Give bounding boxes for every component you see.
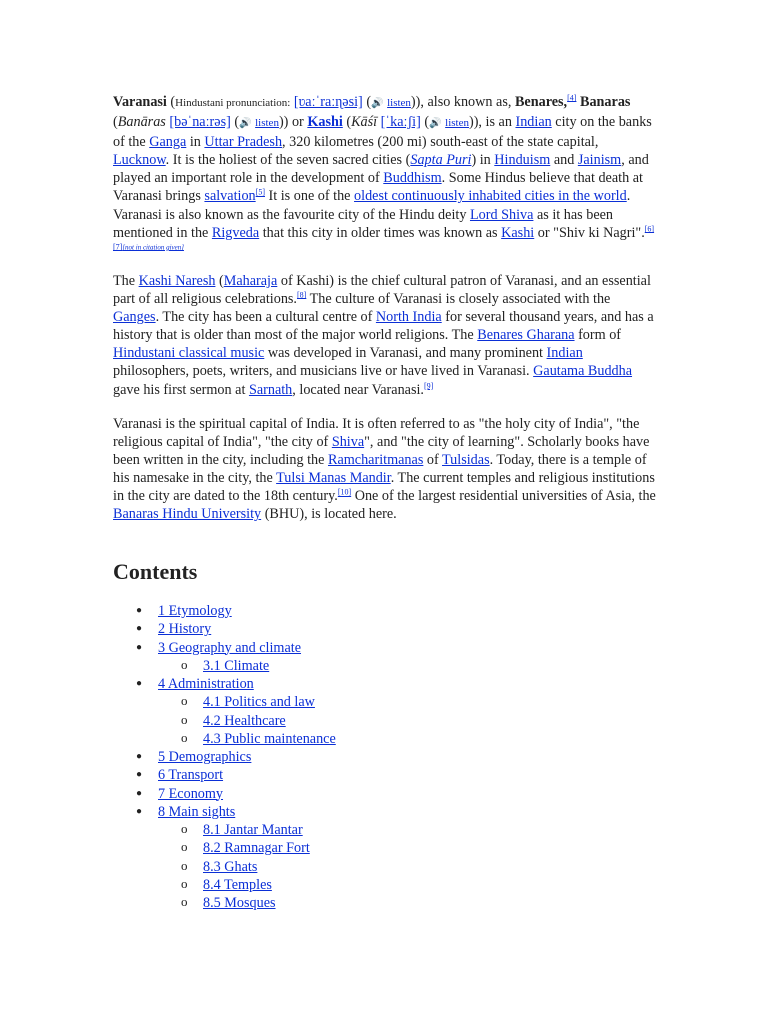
kashi-link[interactable]: Kashi [307,114,343,131]
hinduism-link[interactable]: Hinduism [494,152,551,169]
salvation-link[interactable]: salvation [204,188,256,205]
toc-link[interactable]: 4.2 Healthcare [203,712,286,729]
toc-link[interactable]: 4 Administration [158,676,254,692]
ipa-link-3[interactable]: [ˈkaːʃi] [380,114,421,131]
toc-item [113,620,513,638]
bhu-link[interactable]: Banaras Hindu University [113,506,262,523]
toc-item [113,858,513,876]
gautama-buddha-link[interactable]: Gautama Buddha [533,363,633,380]
toc-link[interactable]: 1 Etymology [158,603,232,619]
bullet-disc-icon: ● [136,605,143,616]
ipa-link-2[interactable]: [bəˈnaːrəs] [169,114,231,131]
citation-needed-link[interactable]: [not in citation given] [122,243,184,252]
kashi-link-2[interactable]: Kashi [501,224,535,241]
indian-link-2[interactable]: Indian [546,345,583,362]
toc-item [113,748,513,766]
benares-gharana-link[interactable]: Benares Gharana [477,327,575,344]
ganges-link[interactable]: Ganges [113,309,156,326]
ref-link-4[interactable]: [4] [567,93,577,103]
bullet-circle-icon: o [181,711,188,727]
ref-link-9[interactable]: [9] [423,380,434,390]
buddhism-link[interactable]: Buddhism [383,170,442,187]
lucknow-link[interactable]: Lucknow [113,152,166,169]
ref-link-6-7[interactable]: [6][7] [113,223,655,252]
rigveda-link[interactable]: Rigveda [211,224,260,241]
jainism-link[interactable]: Jainism [577,152,622,169]
bullet-disc-icon: ● [136,678,143,689]
toc-item [113,839,513,857]
north-india-link[interactable]: North India [375,309,442,326]
tulsidas-link[interactable]: Tulsidas [442,452,490,469]
speaker-icon[interactable]: 🔊 [429,118,442,130]
bullet-disc-icon: ● [136,769,143,781]
toc-link[interactable]: 8.3 Ghats [203,858,258,875]
sapta-puri-link[interactable]: Sapta Puri [410,152,472,169]
hindustani-music-link[interactable]: Hindustani classical music [113,345,265,362]
toc-item [113,675,513,693]
bullet-circle-icon: o [181,693,188,709]
oldest-cities-link[interactable]: oldest continuously inhabited cities in the world [354,188,627,205]
toc-item [113,876,513,894]
toc-item [113,803,513,821]
toc-link[interactable]: 8.1 Jantar Mantar [203,822,303,838]
speaker-icon[interactable]: 🔊 [239,118,252,130]
intro-paragraph: Varanasi (Hindustani pronunciation: [ʋaːˈraːɳəsi] (🔊 listen)), also known as, Benares,[4] Banaras (Banāras [bəˈnaːrəs] (🔊 listen)) or Kashi (Kāśī [ˈkaːʃi] (🔊 listen)), is an Indian city on the banks of the Ganga in Uttar Pradesh, 320 kilometres (200 mi) south-east of the state capital, Lucknow. It is the holiest of the seven sacred cities (Sapta Puri) in Hinduism and Jainism, and played an important role in the development of Buddhism. Some Hindus believe that death at Varanasi brings salvation[5] It is one of the oldest continuously inhabited cities in the world. Varanasi is also known as the favourite city of the Hindu deity Lord Shiva as it has been mentioned in the Rigveda that this city in older times was known as Kashi or "Shiv ki Nagri".[6][7][not in citation given] [113,93,655,252]
bullet-disc-icon: ● [136,787,143,799]
toc-link[interactable]: 8.5 Mosques [203,895,276,911]
ref-link-5[interactable]: [5] [255,187,265,197]
toc-item [113,639,513,657]
toc-item [113,821,513,839]
culture-paragraph: The Kashi Naresh (Maharaja of Kashi) is the chief cultural patron of Varanasi, and an essential part of all religious celebrations.[8] The culture of Varanasi is closely associated with the Ganges. The city has been a cultural centre of North India for several thousand years, and has a history that is older than most of the major world religions. The Benares Gharana form of Hindustani classical music was developed in Varanasi, and many prominent Indian philosophers, poets, writers, and musicians live or have lived in Varanasi. Gautama Buddha gave his first sermon at Sarnath, located near Varanasi.[9] [113,273,654,398]
bullet-disc-icon: ● [136,805,143,817]
indian-link[interactable]: Indian [515,114,552,131]
bullet-circle-icon: o [181,894,188,909]
table-of-contents [113,602,513,912]
bullet-disc-icon: ● [136,641,143,653]
toc-link[interactable]: 8.2 Ramnagar Fort [203,840,310,857]
bullet-disc-icon: ● [136,623,143,635]
listen-link-2[interactable]: listen [255,117,279,130]
toc-link[interactable]: 3 Geography and climate [158,639,302,656]
toc-item [113,602,513,620]
toc-item [113,730,513,748]
toc-link[interactable]: 3.1 Climate [203,657,270,674]
shiva-link[interactable]: Shiva [331,434,365,451]
ganga-link[interactable]: Ganga [149,134,187,151]
ipa-link-1[interactable]: [ʋaːˈraːɳəsi] [293,94,363,110]
lord-shiva-link[interactable]: Lord Shiva [469,206,534,223]
toc-item [113,693,513,711]
toc-link[interactable]: 4.3 Public maintenance [203,730,336,747]
uttar-pradesh-link[interactable]: Uttar Pradesh [204,134,283,151]
toc-link[interactable]: 7 Economy [158,785,224,802]
toc-link[interactable]: 5 Demographics [158,749,252,765]
toc-item [113,657,513,675]
ref-link-10[interactable]: [10] [337,487,352,497]
listen-link-1[interactable]: listen [387,97,411,109]
bullet-disc-icon: ● [136,751,143,762]
bullet-circle-icon: o [181,839,188,855]
bullet-circle-icon: o [181,875,188,891]
bullet-circle-icon: o [181,729,188,745]
pron-label: Hindustani pronunciation: [175,97,291,109]
toc-item [113,785,513,803]
toc-link[interactable]: 8.4 Temples [203,876,272,893]
contents-heading: Contents [113,559,198,584]
speaker-icon[interactable]: 🔊 [371,98,384,109]
maharaja-link[interactable]: Maharaja [223,273,278,289]
toc-item [113,766,513,784]
kashi-naresh-link[interactable]: Kashi Naresh [138,273,216,289]
bullet-circle-icon: o [181,821,188,836]
ramcharitmanas-link[interactable]: Ramcharitmanas [328,452,424,469]
toc-item [113,712,513,730]
toc-link[interactable]: 4.1 Politics and law [203,694,315,711]
listen-link-3[interactable]: listen [445,117,469,130]
article-subject: Varanasi [113,94,167,110]
toc-link[interactable]: 6 Transport [158,767,224,784]
spiritual-paragraph: Varanasi is the spiritual capital of India. It is often referred to as "the holy city of India", "the religious capital of India", "the city of Shiva", and "the city of learning". Scholarly books have been written in the city, including the Ramcharitmanas of Tulsidas. Today, there is a temple of his namesake in the city, the Tulsi Manas Mandir. The current temples and religious institutions in the city are dated to the 18th century.[10] One of the largest residential universities of Asia, the Banaras Hindu University (BHU), is located here. [113,416,656,523]
toc-item [113,894,513,912]
tulsi-manas-mandir-link[interactable]: Tulsi Manas Mandir [276,470,391,487]
toc-link[interactable]: 2 History [158,621,212,638]
sarnath-link[interactable]: Sarnath [248,381,293,398]
toc-link[interactable]: 8 Main sights [158,803,236,820]
bullet-circle-icon: o [181,857,188,873]
ref-link-8[interactable]: [8] [296,290,307,300]
bullet-circle-icon: o [181,656,188,672]
